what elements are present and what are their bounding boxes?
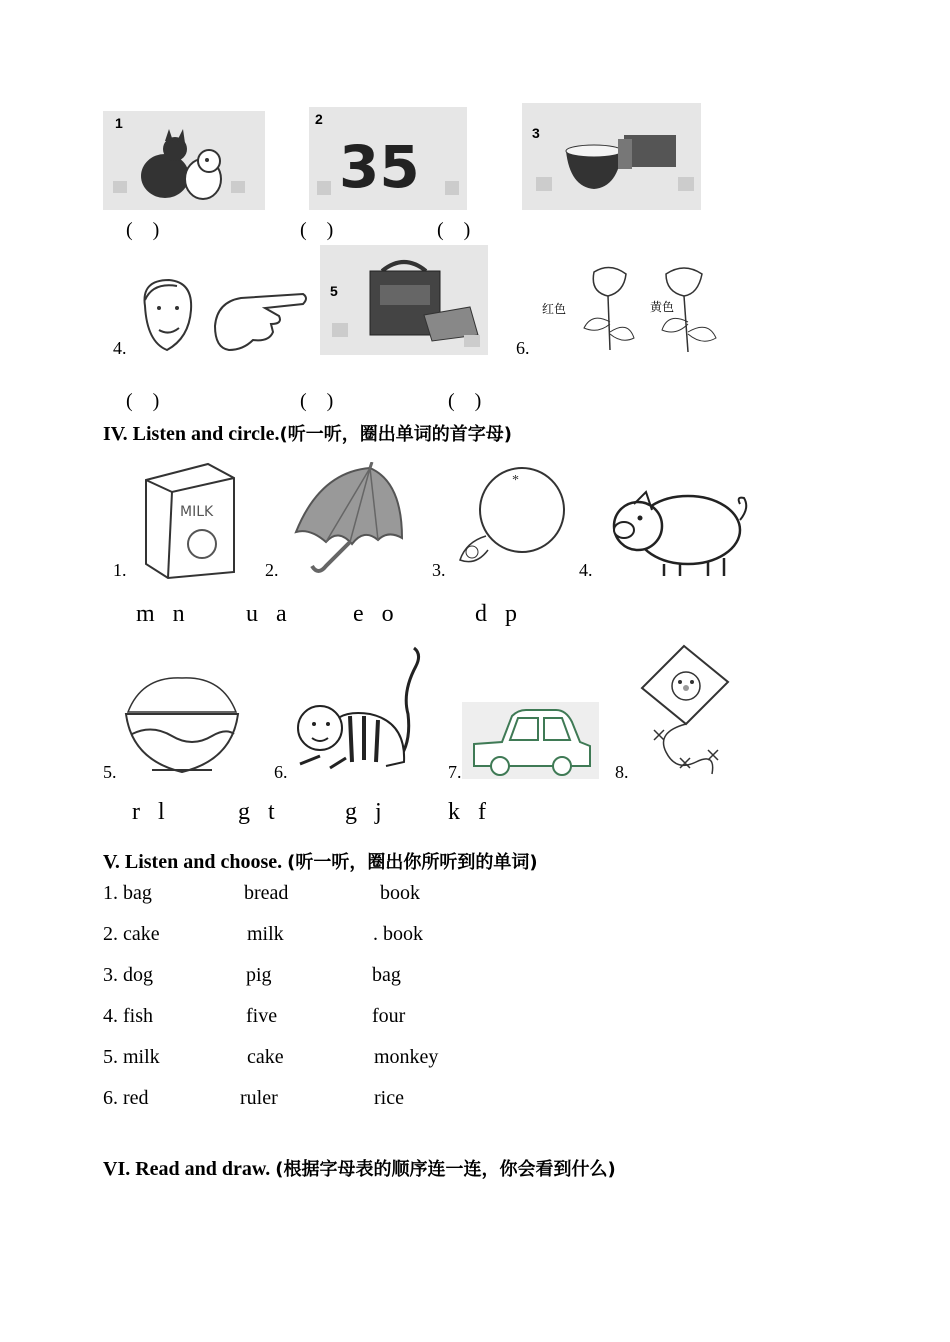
picture-6-number: 6. xyxy=(516,338,530,358)
svg-text:*: * xyxy=(512,473,519,488)
choice-4-a[interactable]: 4. fish xyxy=(103,1005,153,1027)
section-iv-title-en: IV. Listen and circle. xyxy=(103,423,280,445)
picture-3-rice-bread xyxy=(522,103,701,210)
choice-3-a[interactable]: 3. dog xyxy=(103,964,153,986)
item-7-letters[interactable]: g j xyxy=(345,799,382,825)
flower-label-yellow: 黄色 xyxy=(650,300,675,314)
section-iv-title-cn: (听一听，圈出单词的首字母) xyxy=(279,424,512,445)
section-v-title-en: V. Listen and choose. xyxy=(103,851,288,873)
item-3-letters[interactable]: e o xyxy=(353,601,394,627)
answer-blank-5[interactable]: ( ) xyxy=(300,390,334,412)
choice-1-c[interactable]: book xyxy=(380,882,420,904)
item-8-number: 8. xyxy=(615,762,629,782)
flowers-drawing xyxy=(538,262,738,354)
choice-1-a[interactable]: 1. bag xyxy=(103,882,152,904)
item-8-letters[interactable]: k f xyxy=(448,799,486,825)
face-pointing-hand-drawing xyxy=(133,276,308,358)
umbrella-drawing xyxy=(290,462,408,580)
number-35-drawing xyxy=(309,107,467,210)
answer-blank-4[interactable]: ( ) xyxy=(126,390,160,412)
item-7-number: 7. xyxy=(448,762,462,782)
item-4-number: 4. xyxy=(579,560,593,580)
answer-blank-1[interactable]: ( ) xyxy=(126,219,160,241)
item-3-number: 3. xyxy=(432,560,446,580)
choice-3-b[interactable]: pig xyxy=(246,964,272,986)
item-5-number: 5. xyxy=(103,762,117,782)
tiger-drawing xyxy=(290,644,424,780)
choice-3-c[interactable]: bag xyxy=(372,964,401,986)
choice-6-c[interactable]: rice xyxy=(374,1087,404,1109)
section-vi-title xyxy=(103,1155,616,1181)
section-vi-title-en: VI. Read and draw. xyxy=(103,1158,276,1180)
picture-5-bag-book xyxy=(320,245,488,355)
svg-text:35: 35 xyxy=(339,133,420,201)
item-1-letters[interactable]: m n xyxy=(136,601,185,627)
item-1-number: 1. xyxy=(113,560,127,580)
rice-bread-drawing xyxy=(522,103,701,210)
choice-6-a[interactable]: 6. red xyxy=(103,1087,149,1109)
choice-6-b[interactable]: ruler xyxy=(240,1087,278,1109)
car-drawing xyxy=(462,702,599,779)
section-v-title xyxy=(103,848,538,874)
choice-5-c[interactable]: monkey xyxy=(374,1046,439,1068)
picture-number: 1 xyxy=(115,115,123,131)
item-5-letters[interactable]: r l xyxy=(132,799,165,825)
section-iv-title xyxy=(103,420,512,446)
choice-4-b[interactable]: five xyxy=(246,1005,278,1027)
rice-bowl-drawing xyxy=(122,672,242,778)
item-2-letters[interactable]: u a xyxy=(246,601,287,627)
milk-carton-drawing xyxy=(138,460,238,580)
section-v-title-cn: (听一听，圈出你所听到的单词) xyxy=(287,852,538,873)
flower-label-red: 红色 xyxy=(542,302,567,316)
answer-blank-3[interactable]: ( ) xyxy=(437,219,471,241)
item-2-number: 2. xyxy=(265,560,279,580)
item-6-letters[interactable]: g t xyxy=(238,799,275,825)
cat-dog-drawing xyxy=(103,111,265,210)
picture-4-number: 4. xyxy=(113,338,127,358)
choice-2-b[interactable]: milk xyxy=(247,923,284,945)
choice-1-b[interactable]: bread xyxy=(244,882,289,904)
choice-5-b[interactable]: cake xyxy=(247,1046,284,1068)
pig-drawing xyxy=(604,484,750,578)
orange-drawing xyxy=(446,466,570,576)
choice-5-a[interactable]: 5. milk xyxy=(103,1046,160,1068)
answer-blank-6[interactable]: ( ) xyxy=(448,390,482,412)
answer-blank-2[interactable]: ( ) xyxy=(300,219,334,241)
kite-drawing xyxy=(636,642,732,782)
picture-number: 3 xyxy=(532,125,540,141)
choice-4-c[interactable]: four xyxy=(372,1005,406,1027)
choice-2-a[interactable]: 2. cake xyxy=(103,923,160,945)
picture-number: 2 xyxy=(315,111,323,127)
bag-book-drawing xyxy=(320,245,488,355)
svg-text:MILK: MILK xyxy=(180,504,214,520)
picture-2-number xyxy=(309,107,467,210)
picture-number: 5 xyxy=(330,283,338,299)
section-vi-title-cn: (根据字母表的顺序连一连，你会看到什么) xyxy=(275,1159,616,1180)
choice-2-c[interactable]: . book xyxy=(373,923,423,945)
picture-1-cat-dog xyxy=(103,111,265,210)
item-4-letters[interactable]: d p xyxy=(475,601,517,627)
item-6-number: 6. xyxy=(274,762,288,782)
